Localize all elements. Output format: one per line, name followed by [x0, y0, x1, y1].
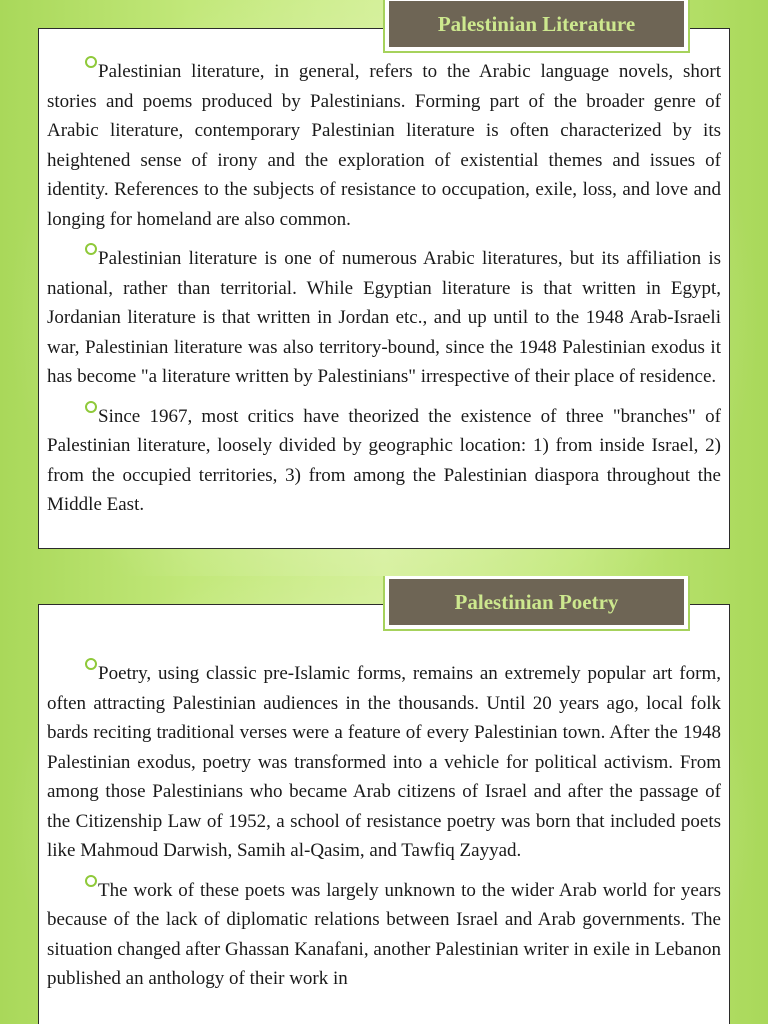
paragraph: [47, 243, 721, 392]
title-frame: [383, 0, 690, 53]
bullet-icon: [85, 243, 97, 255]
title-bar: [389, 579, 684, 625]
paragraph-text: Poetry, using classic pre-Islamic forms, remains an extremely popular art form, often attracting Palestinian audiences in the thousands. Until 20 years ago, local folk bards reciting traditional verses were a feature of every Palestinian town. After the 1948 Palestinian exodus, poetry was transformed into a vehicle for political activism. From among those Palestinians who became Arab citizens of Israel and after the passage of the Citizenship Law of 1952, a school of resistance poetry was born that included poets like Mahmoud Darwish, Samih al-Qasim, and Tawfiq Zayyad.: [47, 663, 721, 861]
paragraph-text: Since 1967, most critics have theorized the existence of three "branches" of Palestinian literature, loosely divided by geographic location: 1) from inside Israel, 2) from the occupied territories, 3) from among the Palestinian diaspora throughout the Middle East.: [47, 405, 721, 515]
bullet-icon: [85, 56, 97, 68]
title-bar: [389, 1, 684, 47]
bullet-icon: [85, 875, 97, 887]
paragraph-text: Palestinian literature, in general, refers to the Arabic language novels, short stories and poems produced by Palestinians. Forming part of the broader genre of Arabic literature, contemporary Palestinian literature is often characterized by its heightened sense of irony and the exploration of existential themes and issues of identity. References to the subjects of resistance to occupation, exile, loss, and love and longing for homeland are also common.: [47, 61, 721, 230]
content-box: [38, 28, 730, 549]
bullet-icon: [85, 658, 97, 670]
bullet-icon: [85, 401, 97, 413]
paragraph: [47, 658, 721, 866]
paragraph: [47, 875, 721, 994]
title-frame: [383, 576, 690, 631]
slide-title: Palestinian Poetry: [454, 589, 619, 614]
content-box: [38, 604, 730, 1024]
paragraph: [47, 401, 721, 520]
paragraph: [47, 56, 721, 234]
slide-palestinian-poetry: [0, 576, 768, 1024]
paragraph-text: Palestinian literature is one of numerous Arabic literatures, but its affiliation is national, rather than territorial. While Egyptian literature is that written in Egypt, Jordanian literature is that written in Jordan etc., and up until to the 1948 Arab-Israeli war, Palestinian literature was also territory-bound, since the 1948 Palestinian exodus it has become "a literature written by Palestinians" irrespective of their place of residence.: [47, 248, 721, 387]
slide-title: Palestinian Literature: [437, 11, 636, 36]
paragraph-text: The work of these poets was largely unknown to the wider Arab world for years because of the lack of diplomatic relations between Israel and Arab governments. The situation changed after Ghassan Kanafani, another Palestinian writer in exile in Lebanon published an anthology of their work in: [47, 879, 721, 989]
